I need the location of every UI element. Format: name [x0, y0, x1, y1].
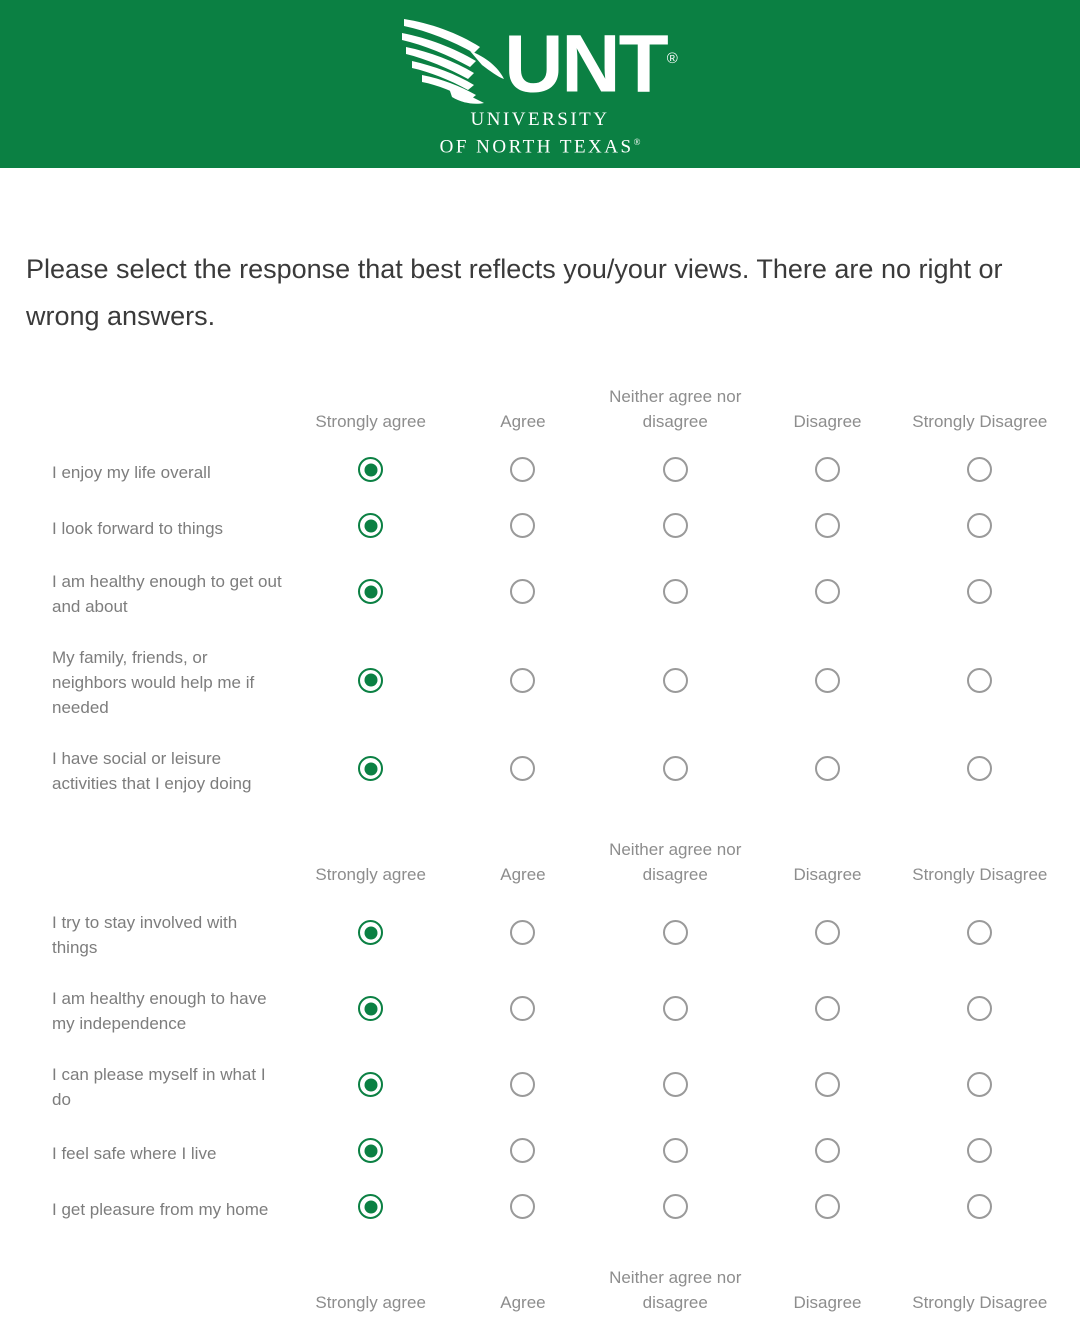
matrix-header-row [26, 835, 1056, 897]
radio-agree[interactable] [510, 1194, 535, 1219]
radio-agree[interactable] [510, 1138, 535, 1163]
radio-strongly-disagree[interactable] [967, 920, 992, 945]
radio-neither[interactable] [663, 756, 688, 781]
radio-disagree[interactable] [815, 579, 840, 604]
radio-cell[interactable] [447, 1049, 599, 1125]
question-label: I try to stay involved with things [52, 913, 238, 957]
radio-strongly-agree[interactable] [358, 668, 383, 693]
table-row [26, 733, 1056, 809]
column-header-strongly-disagree: Strongly Disagree [912, 412, 1048, 431]
survey-block-3 [26, 1263, 1056, 1325]
question-label: My family, friends, or neighbors would help me if needed [52, 648, 255, 717]
radio-cell[interactable] [295, 556, 447, 632]
radio-cell[interactable] [447, 556, 599, 632]
radio-cell[interactable] [599, 444, 751, 500]
radio-cell[interactable] [295, 444, 447, 500]
column-header-disagree: Disagree [793, 1293, 862, 1312]
radio-strongly-disagree[interactable] [967, 513, 992, 538]
table-row [26, 632, 1056, 733]
column-header-strongly-agree: Strongly agree [315, 1293, 426, 1312]
radio-disagree[interactable] [815, 1072, 840, 1097]
survey-content [0, 246, 1080, 1325]
radio-strongly-disagree[interactable] [967, 668, 992, 693]
radio-cell[interactable] [751, 973, 903, 1049]
block-divider [26, 1237, 1056, 1263]
table-row [26, 444, 1056, 500]
radio-agree[interactable] [510, 457, 535, 482]
radio-cell[interactable] [447, 444, 599, 500]
table-row [26, 897, 1056, 973]
radio-strongly-agree[interactable] [358, 457, 383, 482]
question-label: I can please myself in what I do [52, 1065, 266, 1109]
radio-cell[interactable] [904, 556, 1056, 632]
table-row [26, 500, 1056, 556]
radio-strongly-disagree[interactable] [967, 996, 992, 1021]
unt-header-banner [0, 0, 1080, 168]
table-row [26, 1125, 1056, 1181]
block-divider [26, 809, 1056, 835]
radio-agree[interactable] [510, 756, 535, 781]
survey-instructions: Please select the response that best reflects you/your views. There are no right or wrong answers. [26, 254, 1003, 331]
survey-block-2 [26, 835, 1056, 1237]
question-label: I have social or leisure activities that I enjoy doing [52, 749, 252, 793]
radio-neither[interactable] [663, 1194, 688, 1219]
radio-disagree[interactable] [815, 996, 840, 1021]
radio-strongly-agree[interactable] [358, 920, 383, 945]
survey-block-1 [26, 382, 1056, 809]
question-label: I get pleasure from my home [52, 1199, 269, 1219]
radio-neither[interactable] [663, 579, 688, 604]
radio-strongly-agree[interactable] [358, 579, 383, 604]
unt-logo-subtitle [440, 109, 641, 158]
column-header-agree: Agree [500, 412, 546, 431]
radio-cell[interactable] [599, 1181, 751, 1237]
radio-cell[interactable] [295, 500, 447, 556]
header-spacer [26, 382, 295, 444]
radio-neither[interactable] [663, 668, 688, 693]
radio-cell[interactable] [751, 1125, 903, 1181]
radio-cell[interactable] [904, 897, 1056, 973]
radio-disagree[interactable] [815, 1194, 840, 1219]
radio-disagree[interactable] [815, 756, 840, 781]
table-row [26, 1181, 1056, 1237]
radio-strongly-agree[interactable] [358, 1194, 383, 1219]
column-header-strongly-disagree: Strongly Disagree [912, 1293, 1048, 1312]
radio-strongly-disagree[interactable] [967, 457, 992, 482]
unt-logo-top [402, 9, 678, 110]
unt-logo [390, 14, 690, 158]
question-label: I look forward to things [52, 518, 224, 538]
radio-cell[interactable] [904, 1049, 1056, 1125]
radio-cell[interactable] [599, 897, 751, 973]
matrix-header-row [26, 382, 1056, 444]
radio-cell[interactable] [904, 444, 1056, 500]
unt-logo-subtitle-line2: OF NORTH TEXAS® [439, 136, 641, 158]
radio-strongly-disagree[interactable] [967, 1138, 992, 1163]
radio-strongly-agree[interactable] [358, 1138, 383, 1163]
radio-strongly-agree[interactable] [358, 996, 383, 1021]
radio-strongly-agree[interactable] [358, 1072, 383, 1097]
radio-cell[interactable] [751, 556, 903, 632]
radio-cell[interactable] [295, 632, 447, 733]
column-header-agree: Agree [500, 865, 546, 884]
radio-agree[interactable] [510, 1072, 535, 1097]
radio-cell[interactable] [447, 1125, 599, 1181]
table-row [26, 1049, 1056, 1125]
column-header-neither: Neither agree nor disagree [609, 840, 742, 884]
radio-cell[interactable] [447, 1181, 599, 1237]
radio-cell[interactable] [751, 897, 903, 973]
survey-matrix [26, 382, 1056, 1325]
radio-disagree[interactable] [815, 457, 840, 482]
registered-mark-icon: ® [666, 50, 678, 68]
radio-cell[interactable] [295, 1181, 447, 1237]
radio-strongly-disagree[interactable] [967, 1194, 992, 1219]
radio-cell[interactable] [447, 733, 599, 809]
radio-cell[interactable] [599, 973, 751, 1049]
radio-disagree[interactable] [815, 513, 840, 538]
radio-cell[interactable] [599, 733, 751, 809]
question-label: I am healthy enough to get out and about [52, 572, 282, 616]
radio-strongly-disagree[interactable] [967, 1072, 992, 1097]
radio-cell[interactable] [599, 500, 751, 556]
radio-disagree[interactable] [815, 920, 840, 945]
radio-cell[interactable] [599, 556, 751, 632]
radio-agree[interactable] [510, 920, 535, 945]
radio-cell[interactable] [295, 1049, 447, 1125]
radio-cell[interactable] [904, 1181, 1056, 1237]
radio-cell[interactable] [904, 973, 1056, 1049]
column-header-neither: Neither agree nor disagree [609, 387, 742, 431]
table-row [26, 556, 1056, 632]
radio-agree[interactable] [510, 996, 535, 1021]
radio-cell[interactable] [751, 444, 903, 500]
column-header-disagree: Disagree [793, 412, 862, 431]
radio-neither[interactable] [663, 457, 688, 482]
radio-cell[interactable] [904, 500, 1056, 556]
radio-cell[interactable] [751, 733, 903, 809]
radio-strongly-disagree[interactable] [967, 579, 992, 604]
column-header-strongly-agree: Strongly agree [315, 865, 426, 884]
radio-agree[interactable] [510, 668, 535, 693]
radio-neither[interactable] [663, 1138, 688, 1163]
column-header-strongly-agree: Strongly agree [315, 412, 426, 431]
radio-disagree[interactable] [815, 668, 840, 693]
radio-cell[interactable] [295, 973, 447, 1049]
radio-neither[interactable] [663, 996, 688, 1021]
radio-strongly-agree[interactable] [358, 513, 383, 538]
radio-cell[interactable] [904, 1125, 1056, 1181]
radio-cell[interactable] [447, 632, 599, 733]
radio-cell[interactable] [295, 897, 447, 973]
table-row [26, 973, 1056, 1049]
radio-agree[interactable] [510, 579, 535, 604]
radio-cell[interactable] [751, 632, 903, 733]
radio-cell[interactable] [295, 1125, 447, 1181]
header-spacer [26, 1263, 295, 1325]
question-label: I enjoy my life overall [52, 462, 211, 482]
column-header-agree: Agree [500, 1293, 546, 1312]
radio-cell[interactable] [599, 632, 751, 733]
question-label: I am healthy enough to have my independence [52, 989, 267, 1033]
question-label: I feel safe where I live [52, 1143, 217, 1163]
radio-cell[interactable] [904, 632, 1056, 733]
radio-strongly-disagree[interactable] [967, 756, 992, 781]
radio-cell[interactable] [904, 733, 1056, 809]
radio-cell[interactable] [447, 897, 599, 973]
radio-neither[interactable] [663, 920, 688, 945]
radio-cell[interactable] [751, 1181, 903, 1237]
radio-cell[interactable] [751, 500, 903, 556]
radio-agree[interactable] [510, 513, 535, 538]
radio-cell[interactable] [751, 1049, 903, 1125]
radio-cell[interactable] [599, 1049, 751, 1125]
radio-cell[interactable] [447, 500, 599, 556]
registered-mark-small-icon: ® [633, 137, 641, 148]
eagle-icon [402, 13, 510, 109]
column-header-strongly-disagree: Strongly Disagree [912, 865, 1048, 884]
radio-cell[interactable] [295, 733, 447, 809]
radio-disagree[interactable] [815, 1138, 840, 1163]
matrix-header-row [26, 1263, 1056, 1325]
header-spacer [26, 835, 295, 897]
unt-logo-subtitle-line1: UNIVERSITY [470, 109, 610, 131]
radio-neither[interactable] [663, 513, 688, 538]
radio-strongly-agree[interactable] [358, 756, 383, 781]
column-header-disagree: Disagree [793, 865, 862, 884]
radio-cell[interactable] [447, 973, 599, 1049]
unt-wordmark: UNT® [504, 18, 678, 110]
column-header-neither: Neither agree nor disagree [609, 1268, 742, 1312]
radio-neither[interactable] [663, 1072, 688, 1097]
radio-cell[interactable] [599, 1125, 751, 1181]
